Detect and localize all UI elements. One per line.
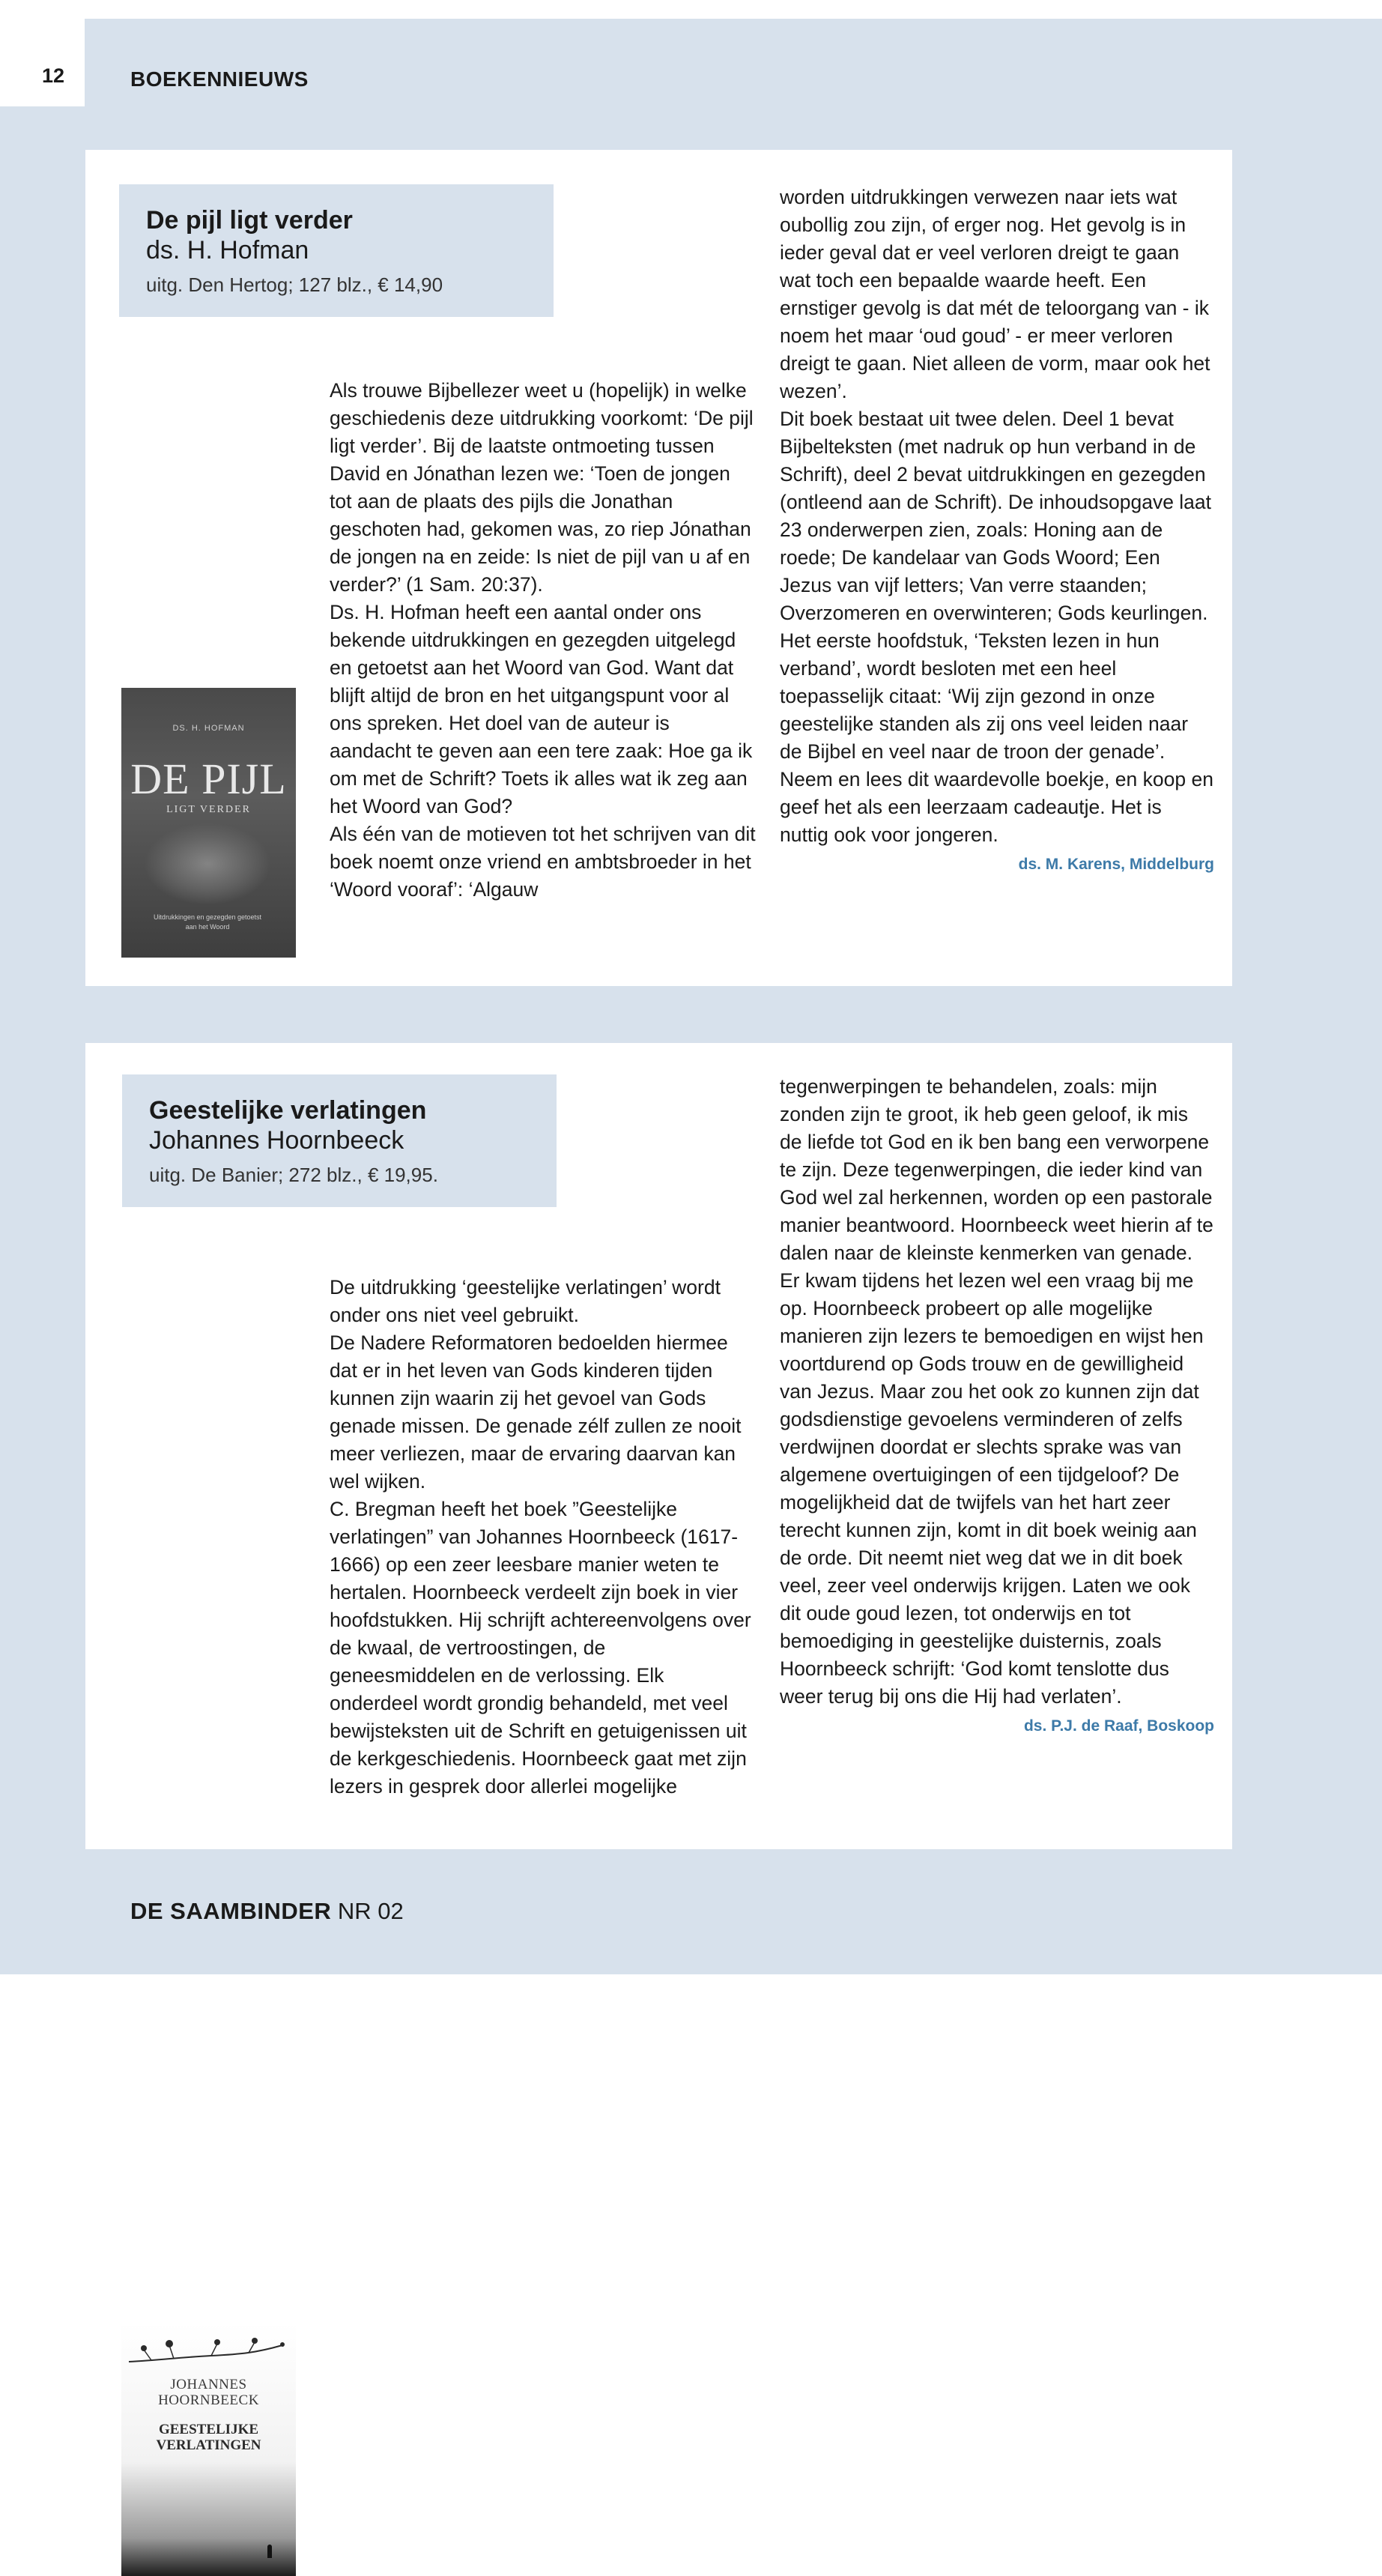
review-text-left xyxy=(330,1274,757,1801)
cover-title: DE PIJL xyxy=(130,755,287,803)
cover-author-line: HOORNBEECK xyxy=(158,2392,259,2408)
book-author: Johannes Hoornbeeck xyxy=(149,1126,404,1155)
cover-author: DS. H. HOFMAN xyxy=(172,724,245,733)
book-title: De pijl ligt verder xyxy=(146,206,353,235)
review-text-right xyxy=(780,1073,1214,1739)
page-number-tab xyxy=(0,19,85,106)
paragraph: De Nadere Reformatoren bedoelden hiermee dat er in het leven van Gods kinderen tijden kunnen zijn waarin zij het gevoel van Gods genade missen. De genade zélf zullen ze nooit meer verliezen, maar de ervaring daarvan kan wel wijken. xyxy=(330,1331,742,1493)
cover-author xyxy=(121,2377,296,2408)
cover-author-line: JOHANNES xyxy=(170,2377,247,2392)
paragraph: Als één van de motieven tot het schrijven van dit boek noemt onze vriend en ambtsbroeder in het ‘Woord vooraf’: ‘Algauw xyxy=(330,823,756,901)
review-text-left xyxy=(330,377,757,904)
paragraph: De uitdrukking ‘geestelijke verlatingen’ wordt onder ons niet veel gebruikt. xyxy=(330,1276,721,1326)
branch-illustration xyxy=(121,2323,296,2375)
cover-illustration xyxy=(144,823,271,905)
cover-title xyxy=(121,2422,296,2453)
paragraph: tegenwerpingen te behandelen, zoals: mijn zonden zijn te groot, ik heb geen geloof, ik mis de liefde tot God en ik ben bang een verworpene te zijn. Deze tegenwerpingen, die ieder kind van God wel zal herkennen, worden op een pastorale manier beantwoord. Hoornbeeck weet hierin af te dalen naar de kleinste kenmerken van genade. xyxy=(780,1075,1213,1264)
book-publication: uitg. Den Hertog; 127 blz., € 14,90 xyxy=(146,273,443,296)
section-title: BOEKENNIEUWS xyxy=(130,67,309,91)
paragraph: Dit boek bestaat uit twee delen. Deel 1 bevat Bijbelteksten (met nadruk op hun verband in de Schrift), deel 2 bevat uitdrukkingen en gezegden (ontleend aan de Schrift). De inhoudsopgave laat 23 onderwerpen zien, zoals: Honing aan de roede; De kandelaar van Gods Woord; Een Jezus van vijf letters; Van verre staanden; Overzomeren en overwinteren; Gods keurlingen. xyxy=(780,408,1212,624)
cover-title-line: VERLATINGEN xyxy=(156,2437,261,2453)
issue-number: NR 02 xyxy=(337,1898,404,1924)
book-title: Geestelijke verlatingen xyxy=(149,1096,427,1125)
book-info-box xyxy=(122,1074,557,1207)
magazine-name: DE SAAMBINDER xyxy=(130,1898,332,1924)
cover-subtitle: LIGT VERDER xyxy=(166,804,251,815)
paragraph: worden uitdrukkingen verwezen naar iets wat oubollig zou zijn, of erger nog. Het gevolg is in ieder geval dat er veel verloren dreigt te gaan wat toch een bepaalde waarde heeft. Een ernstiger gevolg is dat mét de teloorgang van - ik noem het maar ‘oud goud’ - er meer verloren dreigt te gaan. Niet alleen de vorm, maar ook het wezen’. xyxy=(780,186,1210,402)
page-number: 12 xyxy=(42,64,65,87)
book-info-box xyxy=(119,184,554,317)
reviewer-signature: ds. M. Karens, Middelburg xyxy=(1018,856,1214,873)
cover-blurb: Uitdrukkingen en gezegden getoetst aan het Woord xyxy=(153,913,262,931)
paragraph: Het eerste hoofdstuk, ‘Teksten lezen in hun verband’, wordt besloten met een heel toepasselijk citaat: ‘Wij zijn gezond in onze geestelijke standen als zij ons veel leiden naar de Bijbel en veel naar de troon der genade’. Neem en lees dit waardevolle boekje, en koop en geef het als een leerzaam cadeautje. Het is nuttig ook voor jongeren. xyxy=(780,629,1213,846)
book-author: ds. H. Hofman xyxy=(146,236,309,264)
book-publication: uitg. De Banier; 272 blz., € 19,95. xyxy=(149,1164,438,1186)
cover-title-line: GEESTELIJKE xyxy=(158,2422,259,2437)
review-text-right xyxy=(780,184,1214,877)
reviewer-signature: ds. P.J. de Raaf, Boskoop xyxy=(1023,1717,1214,1735)
paragraph: C. Bregman heeft het boek ”Geestelijke verlatingen” van Johannes Hoornbeeck (1617-1666) op een zeer leesbare manier weten te hertalen. Hoornbeeck verdeelt zijn boek in vier hoofdstukken. Hij schrijft achtereenvolgens over de kwaal, de vertroostingen, de geneesmiddelen en de verlossing. Elk onderdeel wordt grondig behandeld, met veel bewijsteksten uit de Schrift en getuigenissen uit de kerkgeschiedenis. Hoornbeeck gaat met zijn lezers in gesprek door allerlei mogelijke xyxy=(330,1498,751,1798)
footer xyxy=(130,1898,404,1925)
review-card-1 xyxy=(85,150,1232,986)
walking-figure xyxy=(267,2545,272,2558)
paragraph: Als trouwe Bijbellezer weet u (hopelijk) in welke geschiedenis deze uitdrukking voorkomt: ‘De pijl ligt verder’. Bij de laatste ontmoeting tussen David en Jónathan lezen we: ‘Toen de jongen tot aan de plaats des pijls die Jonathan geschoten had, gekomen was, zo riep Jónathan de jongen na en zeide: Is niet de pijl van u af en verder?’ (1 Sam. 20:37). xyxy=(330,379,754,596)
book-cover-image xyxy=(121,2323,296,2576)
paragraph: Er kwam tijdens het lezen wel een vraag bij me op. Hoornbeeck probeert op alle mogelijke manieren zijn lezers te bemoedigen en wijst hen voortdurend op Gods trouw en de gewilligheid van Jezus. Maar zou het ook zo kunnen zijn dat godsdienstige gevoelens verminderen of zelfs verdwijnen doordat er slechts sprake was van algemene overtuigingen of een tijdgeloof? De mogelijkheid dat de twijfels van het hart zeer terecht kunnen zijn, komt in dit boek weinig aan de orde. Dit neemt niet weg dat we in dit boek veel, zeer veel onderwijs krijgen. Laten we ook dit oude goud lezen, tot onderwijs en tot bemoediging in geestelijke duisternis, zoals Hoornbeeck schrijft: ‘God komt tenslotte dus weer terug bij ons die Hij had verlaten’. xyxy=(780,1269,1204,1708)
book-cover-image xyxy=(121,688,296,958)
paragraph: Ds. H. Hofman heeft een aantal onder ons bekende uitdrukkingen en gezegden uitgelegd en getoetst aan het Woord van God. Want dat blijft altijd de bron en het uitgangspunt voor al ons spreken. Het doel van de auteur is aandacht te geven aan een tere zaak: Hoe ga ik om met de Schrift? Toets ik alles wat ik zeg aan het Woord van God? xyxy=(330,601,753,817)
